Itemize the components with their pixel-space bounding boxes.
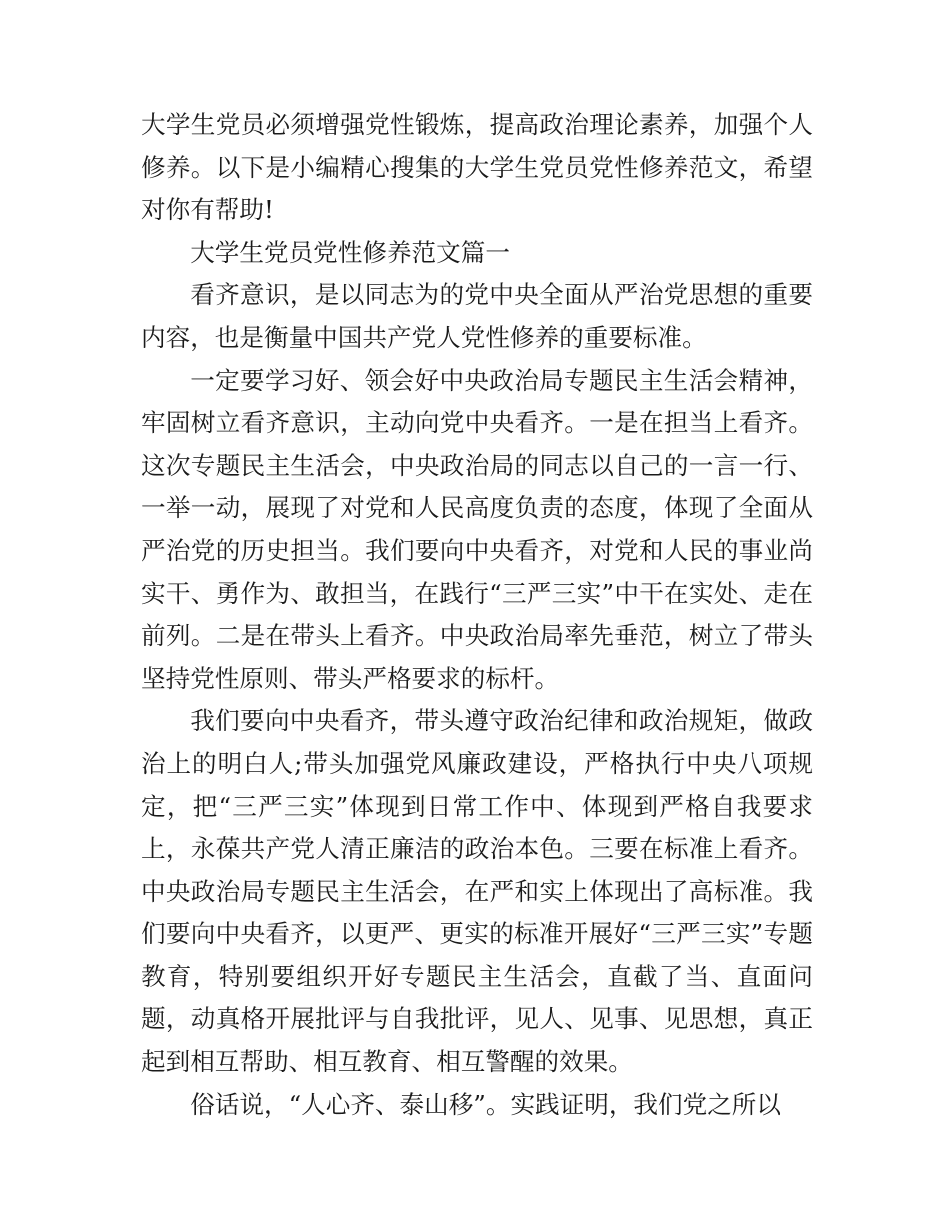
body-paragraph: 俗话说，“人心齐、泰山移”。实践证明，我们党之所以 (190, 1089, 781, 1119)
body-paragraph: 一定要学习好、领会好中央政治局专题民主生活会精神，牢固树立看齐意识，主动向党中央看齐。一是在担当上看齐。这次专题民主生活会，中央政治局的同志以自己的一言一行、一举一动，展现了对党和人民高度负责的态度，体现了全面从严治党的历史担当。我们要向中央看齐，对党和人民的事业尚实干、勇作为、敢担当，在践行“三严三实”中干在实处、走在前列。二是在带头上看齐。中央政治局率先垂范，树立了带头坚持党性原则、带头严格要求的标杆。 (141, 365, 813, 693)
body-paragraph: 我们要向中央看齐，带头遵守政治纪律和政治规矩，做政治上的明白人;带头加强党风廉政建设，严格执行中央八项规定，把“三严三实”体现到日常工作中、体现到严格自我要求上，永葆共产党人清正廉洁的政治本色。三要在标准上看齐。中央政治局专题民主生活会，在严和实上体现出了高标准。我们要向中央看齐，以更严、更实的标准开展好“三严三实”专题教育，特别要组织开好专题民主生活会，直截了当、直面问题，动真格开展批评与自我批评，见人、见事、见思想，真正起到相互帮助、相互教育、相互警醒的效果。 (141, 706, 813, 1077)
section-heading: 大学生党员党性修养范文篇一 (190, 237, 510, 267)
body-paragraph: 看齐意识，是以同志为的党中央全面从严治党思想的重要内容，也是衡量中国共产党人党性修养的重要标准。 (141, 280, 813, 352)
document-body (141, 104, 813, 1126)
intro-paragraph: 大学生党员必须增强党性锻炼，提高政治理论素养，加强个人修养。以下是小编精心搜集的大学生党员党性修养范文，希望对你有帮助! (141, 110, 813, 225)
